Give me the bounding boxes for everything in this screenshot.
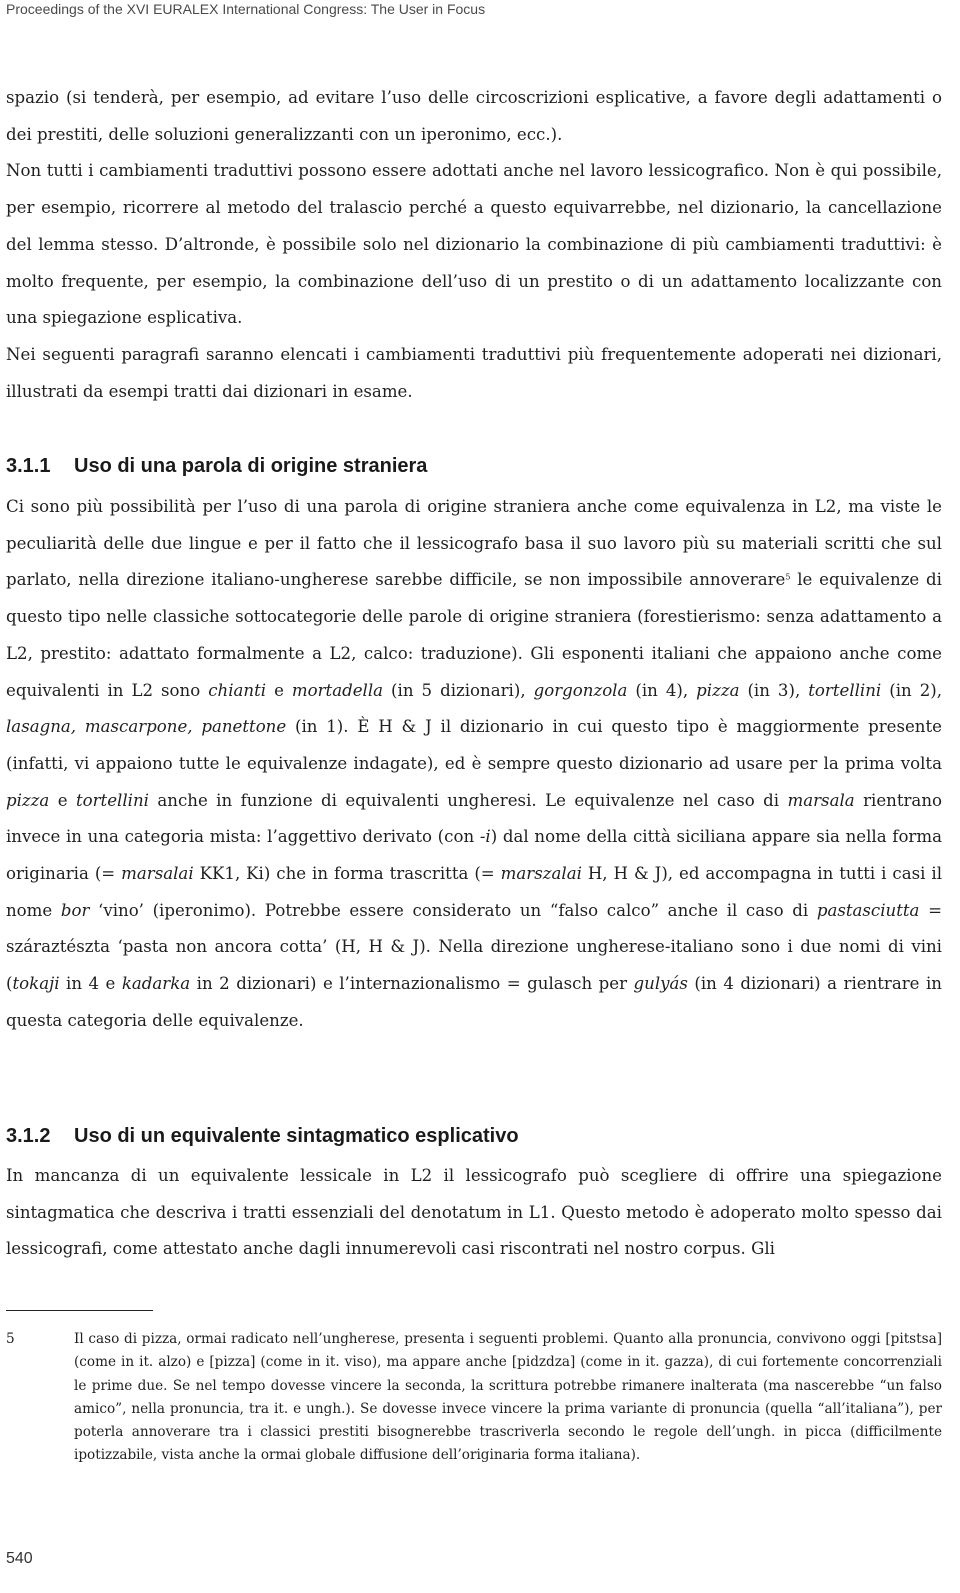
footnote-rule <box>6 1310 153 1311</box>
section-number: 3.1.1 <box>6 455 51 477</box>
section-title: Uso di un equivalente sintagmatico esplicativo <box>74 1125 519 1147</box>
footnote-text: Il caso di pizza, ormai radicato nell’ungherese, presenta i seguenti problemi. Quanto alla pronuncia, convivono oggi [pitstsa] (come in it. alzo) e [pizza] (come in it. viso), ma appare anche [pidzdza] (come in it. gazza), di cui fortemente concorrenziali le prime due. Se nel tempo dovesse vincere la seconda, la scrittura potrebbe rimanere inalterata (ma nascerebbe “un falso amico”, nella pronuncia, tra it. e ungh.). Se dovesse invece vincere la prima variante di pronuncia (quella “all’italiana”), per poterla annoverare tra i classici prestiti bisognerebbe trascriverla secondo le regole dell’ungh. in picca (difficilmente ipotizzabile, vista anche la ormai globale diffusione dell’originaria forma italiana). <box>74 1331 942 1464</box>
intro-paragraph-3: Nei seguenti paragrafi saranno elencati i cambiamenti traduttivi più frequentemente adoperati nei dizionari, illustrati da esempi tratti dai dizionari in esame. <box>6 344 942 401</box>
section-heading-3-1-2 <box>6 1125 519 1148</box>
page-number: 540 <box>6 1550 33 1567</box>
section-3-1-2-text <box>6 1158 942 1268</box>
section-3-1-1-paragraph: Ci sono più possibilità per l’uso di una parola di origine straniera anche come equivalenza in L2, ma viste le peculiarità delle due lingue e per il fatto che il lessicografo basa il suo lavoro più su materiali scritti che sul parlato, nella direzione italiano-ungherese sarebbe difficile, se non impossibile annoverare$^5$ le equivalenze di questo tipo nelle classiche sottocategorie delle parole di origine straniera (forestierismo: senza adattamento a L2, prestito: adattato formalmente a L2, calco: traduzione). Gli esponenti italiani che appaiono anche come equivalenti in L2 sono chianti e mortadella (in 5 dizionari), gorgonzola (in 4), pizza (in 3), tortellini (in 2), lasagna, mascarpone, panettone (in 1). È H & J il dizionario in cui questo tipo è maggiormente presente (infatti, vi appaiono tutte le equivalenze indagate), ed è sempre questo dizionario ad usare per la prima volta pizza e tortellini anche in funzione di equivalenti ungheresi. Le equivalenze nel caso di marsala rientrano invece in una categoria mista: l’aggettivo derivato (con -i) dal nome della città siciliana appare sia nella forma originaria (= marsalai KK1, Ki) che in forma trascritta (= marszalai H, H & J), ed accompagna in tutti i casi il nome bor ‘vino’ (iperonimo). Potrebbe essere considerato un “falso calco” anche il caso di pastasciutta = száraztészta ‘pasta non ancora cotta’ (H, H & J). Nella direzione ungherese-italiano sono i due nomi di vini (tokaji in 4 e kadarka in 2 dizionari) e l’internazionalismo = gulasch per gulyás (in 4 dizionari) a rientrare in questa categoria delle equivalenze. <box>6 497 943 1030</box>
section-title: Uso di una parola di origine straniera <box>74 455 428 477</box>
footnote-5 <box>6 1328 942 1468</box>
section-number: 3.1.2 <box>6 1125 51 1147</box>
section-3-1-2-paragraph: In mancanza di un equivalente lessicale in L2 il lessicografo può scegliere di offrire una spiegazione sintagmatica che descriva i tratti essenziali del denotatum in L1. Questo metodo è adoperato molto spesso dai lessicografi, come attestato anche dagli innumerevoli casi riscontrati nel nostro corpus. Gli <box>6 1166 942 1259</box>
intro-paragraph-1: spazio (si tenderà, per esempio, ad evitare l’uso delle circoscrizioni esplicative, a favore degli adattamenti o dei prestiti, delle soluzioni generalizzanti con un iperonimo, ecc.). <box>6 88 942 144</box>
section-heading-3-1-1 <box>6 455 427 478</box>
intro-text <box>6 80 942 410</box>
section-3-1-1-text <box>6 489 942 1040</box>
footnote-number: 5 <box>6 1331 15 1347</box>
intro-paragraph-2: Non tutti i cambiamenti traduttivi possono essere adottati anche nel lavoro lessicografico. Non è qui possibile, per esempio, ricorrere al metodo del tralascio perché a questo equivarrebbe, nel dizionario, la cancellazione del lemma stesso. D’altronde, è possibile solo nel dizionario la combinazione di più cambiamenti traduttivi: è molto frequente, per esempio, la combinazione dell’uso di un prestito o di un adattamento localizzante con una spiegazione esplicativa. <box>6 161 942 328</box>
footnote-ref-5[interactable]: 5 <box>785 572 791 582</box>
running-head: Proceedings of the XVI EURALEX International Congress: The User in Focus <box>6 1 486 17</box>
